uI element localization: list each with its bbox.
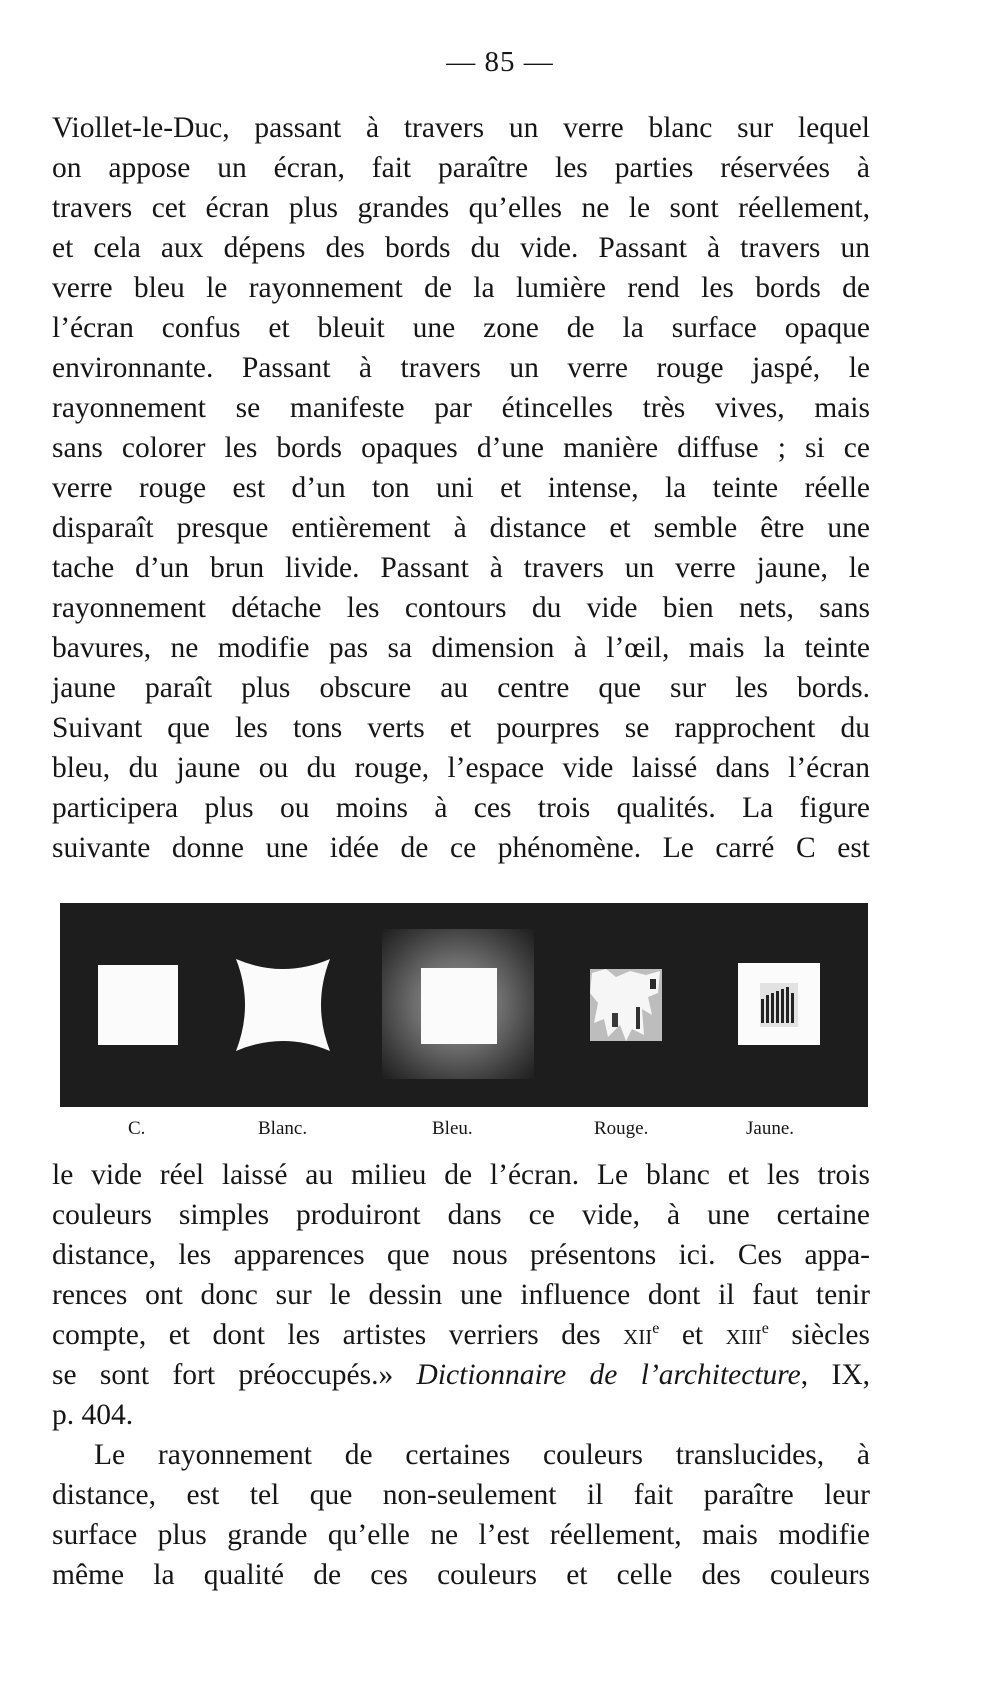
square-blanc [234,957,332,1053]
text-line: distance, est tel que non-seulement il fait paraître leur [52,1479,870,1511]
text-line: Le rayonnement de certaines couleurs translucides, à [94,1439,870,1471]
text-line: Viollet-le-Duc, passant à travers un verre blanc sur lequel [52,112,870,144]
century-superscript: e [761,1320,769,1338]
figure-label-bleu: Bleu. [432,1118,473,1139]
text-segment: , IX, [800,1359,870,1391]
figure-labels [60,1118,868,1148]
square-c [98,965,178,1045]
text-line: le vide réel laissé au milieu de l’écran. Le blanc et les trois [52,1159,870,1191]
figure-radiation [60,903,868,1107]
text-line: même la qualité de ces couleurs et celle des couleurs [52,1559,870,1591]
text-line: jaune paraît plus obscure au centre que sur les bords. [52,672,870,704]
figure-label-c: C. [128,1118,146,1139]
paragraph-bottom [52,1155,870,1595]
square-jaune [738,963,820,1045]
paragraph-top [52,108,870,868]
text-segment: et [659,1319,726,1351]
square-bleu [421,968,497,1044]
text-segment: compte, et dont les artistes verriers des [52,1319,624,1351]
text-line: suivante donne une idée de ce phénomène. Le carré C est [52,832,870,864]
figure-label-jaune: Jaune. [746,1118,795,1139]
text-line: verre rouge est d’un ton uni et intense, la teinte réelle [52,472,870,504]
text-line: rayonnement détache les contours du vide bien nets, sans [52,592,870,624]
century-numeral: xii [623,1319,653,1351]
text-line: disparaît presque entièrement à distance et semble être une [52,512,870,544]
text-line: couleurs simples produiront dans ce vide, à une certaine [52,1199,870,1231]
text-line: participera plus ou moins à ces trois qualités. La figure [52,792,870,824]
text-line: Suivant que les tons verts et pourpres se rapprochent du [52,712,870,744]
century-superscript: e [652,1320,660,1338]
text-line: rayonnement se manifeste par étincelles très vives, mais [52,392,870,424]
page-number: — 85 — [446,46,554,78]
century-numeral: xiii [725,1319,762,1351]
text-segment: se sont fort préoccupés.» [52,1359,417,1391]
text-line [52,1315,870,1355]
text-line: bavures, ne modifie pas sa dimension à l’œil, mais la teinte [52,632,870,664]
text-segment: siècles [768,1319,870,1351]
text-line [52,1355,870,1395]
text-line: distance, les apparences que nous présentons ici. Ces appa- [52,1239,870,1271]
text-line: on appose un écran, fait paraître les parties réservées à [52,152,870,184]
figure-label-blanc: Blanc. [258,1118,308,1139]
text-line: bleu, du jaune ou du rouge, l’espace vide laissé dans l’écran [52,752,870,784]
square-rouge [586,963,666,1047]
text-line: tache d’un brun livide. Passant à travers un verre jaune, le [52,552,870,584]
text-line: p. 404. [52,1399,134,1431]
text-line: environnante. Passant à travers un verre rouge jaspé, le [52,352,870,384]
text-line: verre bleu le rayonnement de la lumière rend les bords de [52,272,870,304]
text-line: rences ont donc sur le dessin une influence dont il faut tenir [52,1279,870,1311]
text-line: sans colorer les bords opaques d’une manière diffuse ; si ce [52,432,870,464]
text-line: l’écran confus et bleuit une zone de la surface opaque [52,312,870,344]
figure-label-rouge: Rouge. [594,1118,649,1139]
citation-title: Dictionnaire de l’architecture [416,1359,801,1391]
text-line: et cela aux dépens des bords du vide. Passant à travers un [52,232,870,264]
text-line: travers cet écran plus grandes qu’elles ne le sont réellement, [52,192,870,224]
text-line: surface plus grande qu’elle ne l’est réellement, mais modifie [52,1519,870,1551]
